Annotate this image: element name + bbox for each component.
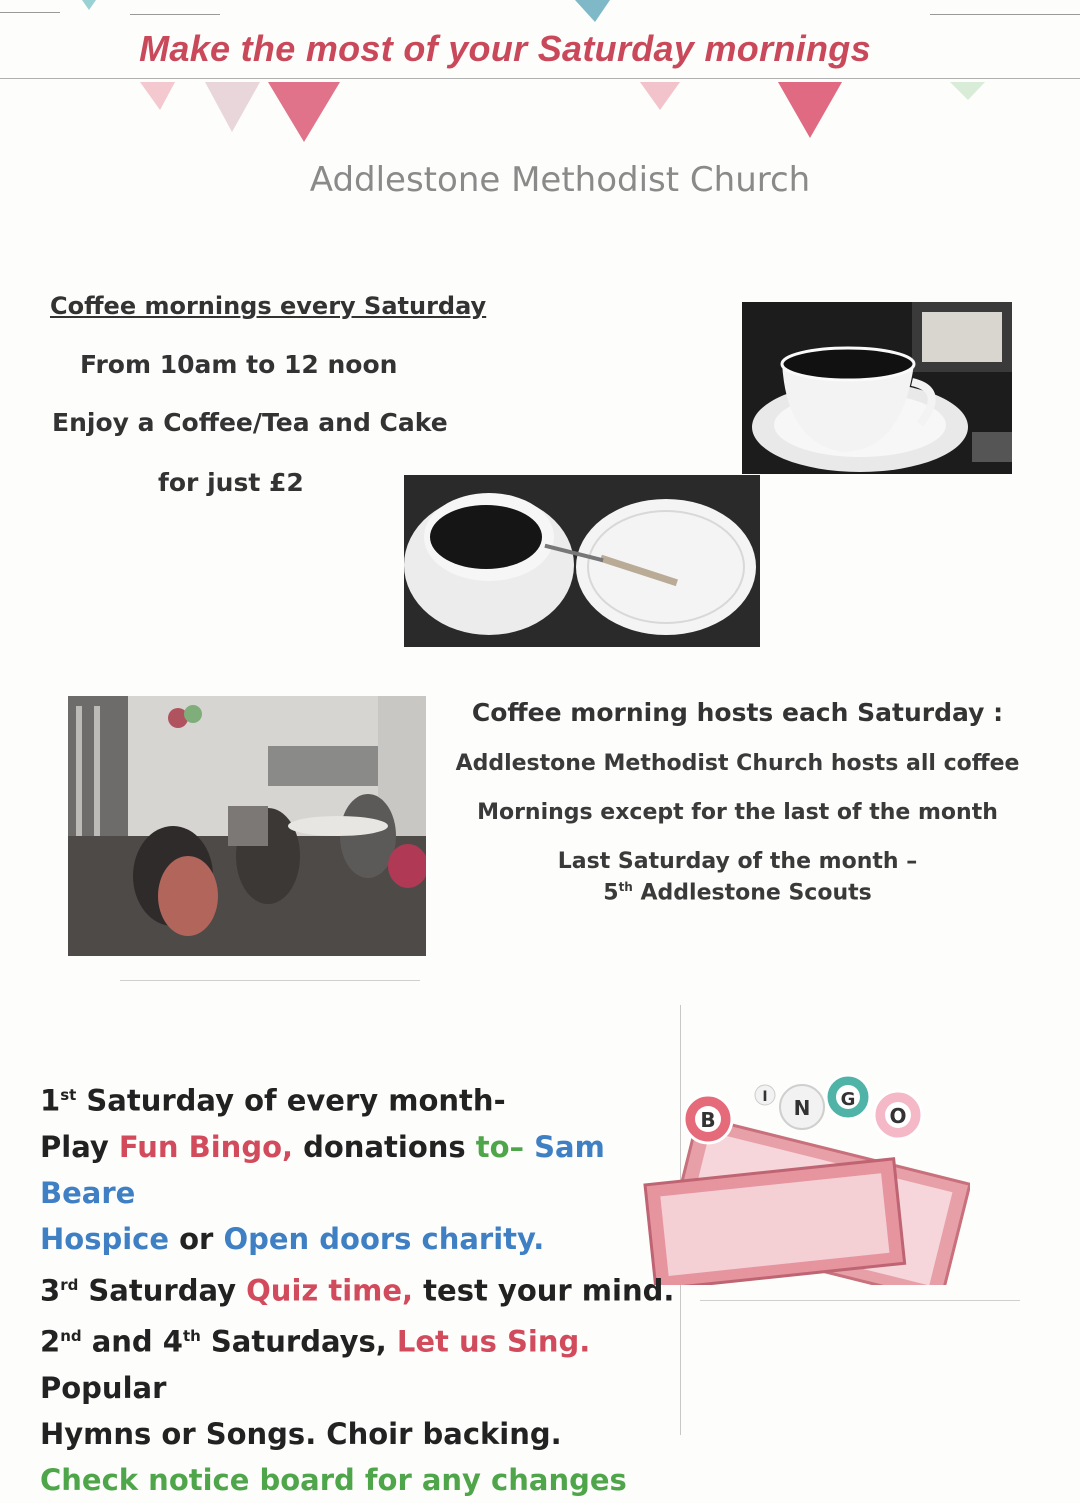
- hosts-line-4: [445, 880, 1030, 905]
- coffee-time: From 10am to 12 noon: [80, 350, 398, 379]
- bunting-flag: [778, 82, 842, 138]
- quiz-time-text: Quiz time,: [246, 1273, 414, 1308]
- divider: [700, 1300, 1020, 1301]
- third-saturday-number: 3: [40, 1273, 61, 1308]
- first-saturday-line: [40, 1072, 690, 1124]
- coffee-cup-photo: [742, 302, 1012, 474]
- hosts-line-3: Last Saturday of the month –: [557, 849, 918, 874]
- coffee-price: for just £2: [158, 468, 304, 497]
- fun-bingo-text: Fun Bingo,: [118, 1129, 294, 1164]
- divider: [120, 980, 420, 981]
- bingo-letter-i: I: [762, 1089, 768, 1105]
- open-doors-text: Open doors charity.: [223, 1221, 545, 1256]
- bingo-play-text: Play: [40, 1129, 119, 1164]
- second-saturday-suffix: nd: [60, 1327, 82, 1346]
- quiz-rest-text: test your mind.: [413, 1273, 675, 1308]
- bingo-letter-o: O: [889, 1104, 907, 1128]
- hosts-line-2: Mornings except for the last of the month: [477, 800, 998, 825]
- hosts-scouts-name: Addlestone Scouts: [632, 880, 872, 906]
- second-saturday-number: 2: [40, 1324, 61, 1359]
- charity-line: [40, 1216, 690, 1262]
- bunting-decoration: [0, 0, 1080, 150]
- hosts-line-1: Addlestone Methodist Church hosts all coffee: [455, 751, 1020, 776]
- first-saturday-number: 1: [40, 1083, 61, 1118]
- poster-title: Make the most of your Saturday mornings: [139, 28, 871, 69]
- popular-text: Popular: [40, 1370, 167, 1405]
- hosts-scouts-suffix: th: [618, 880, 633, 894]
- bingo-letter-g: G: [840, 1089, 856, 1110]
- hosts-scouts-number: 5: [603, 880, 619, 906]
- monthly-activities: [40, 1072, 690, 1503]
- bingo-line: [40, 1124, 690, 1216]
- coffee-offer: Enjoy a Coffee/Tea and Cake: [52, 408, 448, 437]
- first-saturday-label: Saturday of every month-: [76, 1083, 506, 1118]
- hospice-text: Hospice: [40, 1221, 170, 1256]
- bunting-flag: [82, 0, 96, 10]
- bunting-flag: [205, 82, 260, 132]
- first-saturday-suffix: st: [60, 1086, 77, 1104]
- or-text: or: [169, 1221, 224, 1256]
- coffee-and-plate-photo: [404, 475, 760, 647]
- fourth-saturday-suffix: th: [182, 1327, 201, 1346]
- bunting-flag: [268, 82, 340, 142]
- hymns-line: Hymns or Songs. Choir backing.: [40, 1416, 562, 1451]
- bunting-flag: [640, 82, 680, 110]
- coffee-heading: Coffee mornings every Saturday: [50, 292, 487, 320]
- bunting-flag: [575, 0, 610, 22]
- quiz-line: [40, 1262, 690, 1314]
- bingo-letter-n: N: [793, 1096, 811, 1120]
- third-saturday-label: Saturday: [78, 1273, 247, 1308]
- sing-line: [40, 1313, 690, 1411]
- bunting-flag: [140, 82, 175, 110]
- fourth-saturday-number: 4: [162, 1324, 183, 1359]
- and-text: and: [81, 1324, 163, 1359]
- bunting-flag: [950, 82, 985, 100]
- hosts-heading: Coffee morning hosts each Saturday :: [471, 698, 1004, 727]
- bingo-letter-b: B: [700, 1108, 716, 1132]
- church-name: Addlestone Methodist Church: [309, 160, 811, 200]
- saturdays-text: Saturdays,: [200, 1324, 397, 1359]
- notice-board-line: Check notice board for any changes: [40, 1462, 627, 1497]
- donations-text: donations: [293, 1129, 476, 1164]
- let-us-sing-text: Let us Sing.: [396, 1324, 591, 1359]
- hosts-info: [445, 698, 1030, 905]
- third-saturday-suffix: rd: [60, 1275, 79, 1294]
- church-hall-photo: [68, 696, 426, 956]
- donations-to-text: to–: [475, 1129, 525, 1164]
- sam-beare-text: Sam Beare: [40, 1129, 605, 1210]
